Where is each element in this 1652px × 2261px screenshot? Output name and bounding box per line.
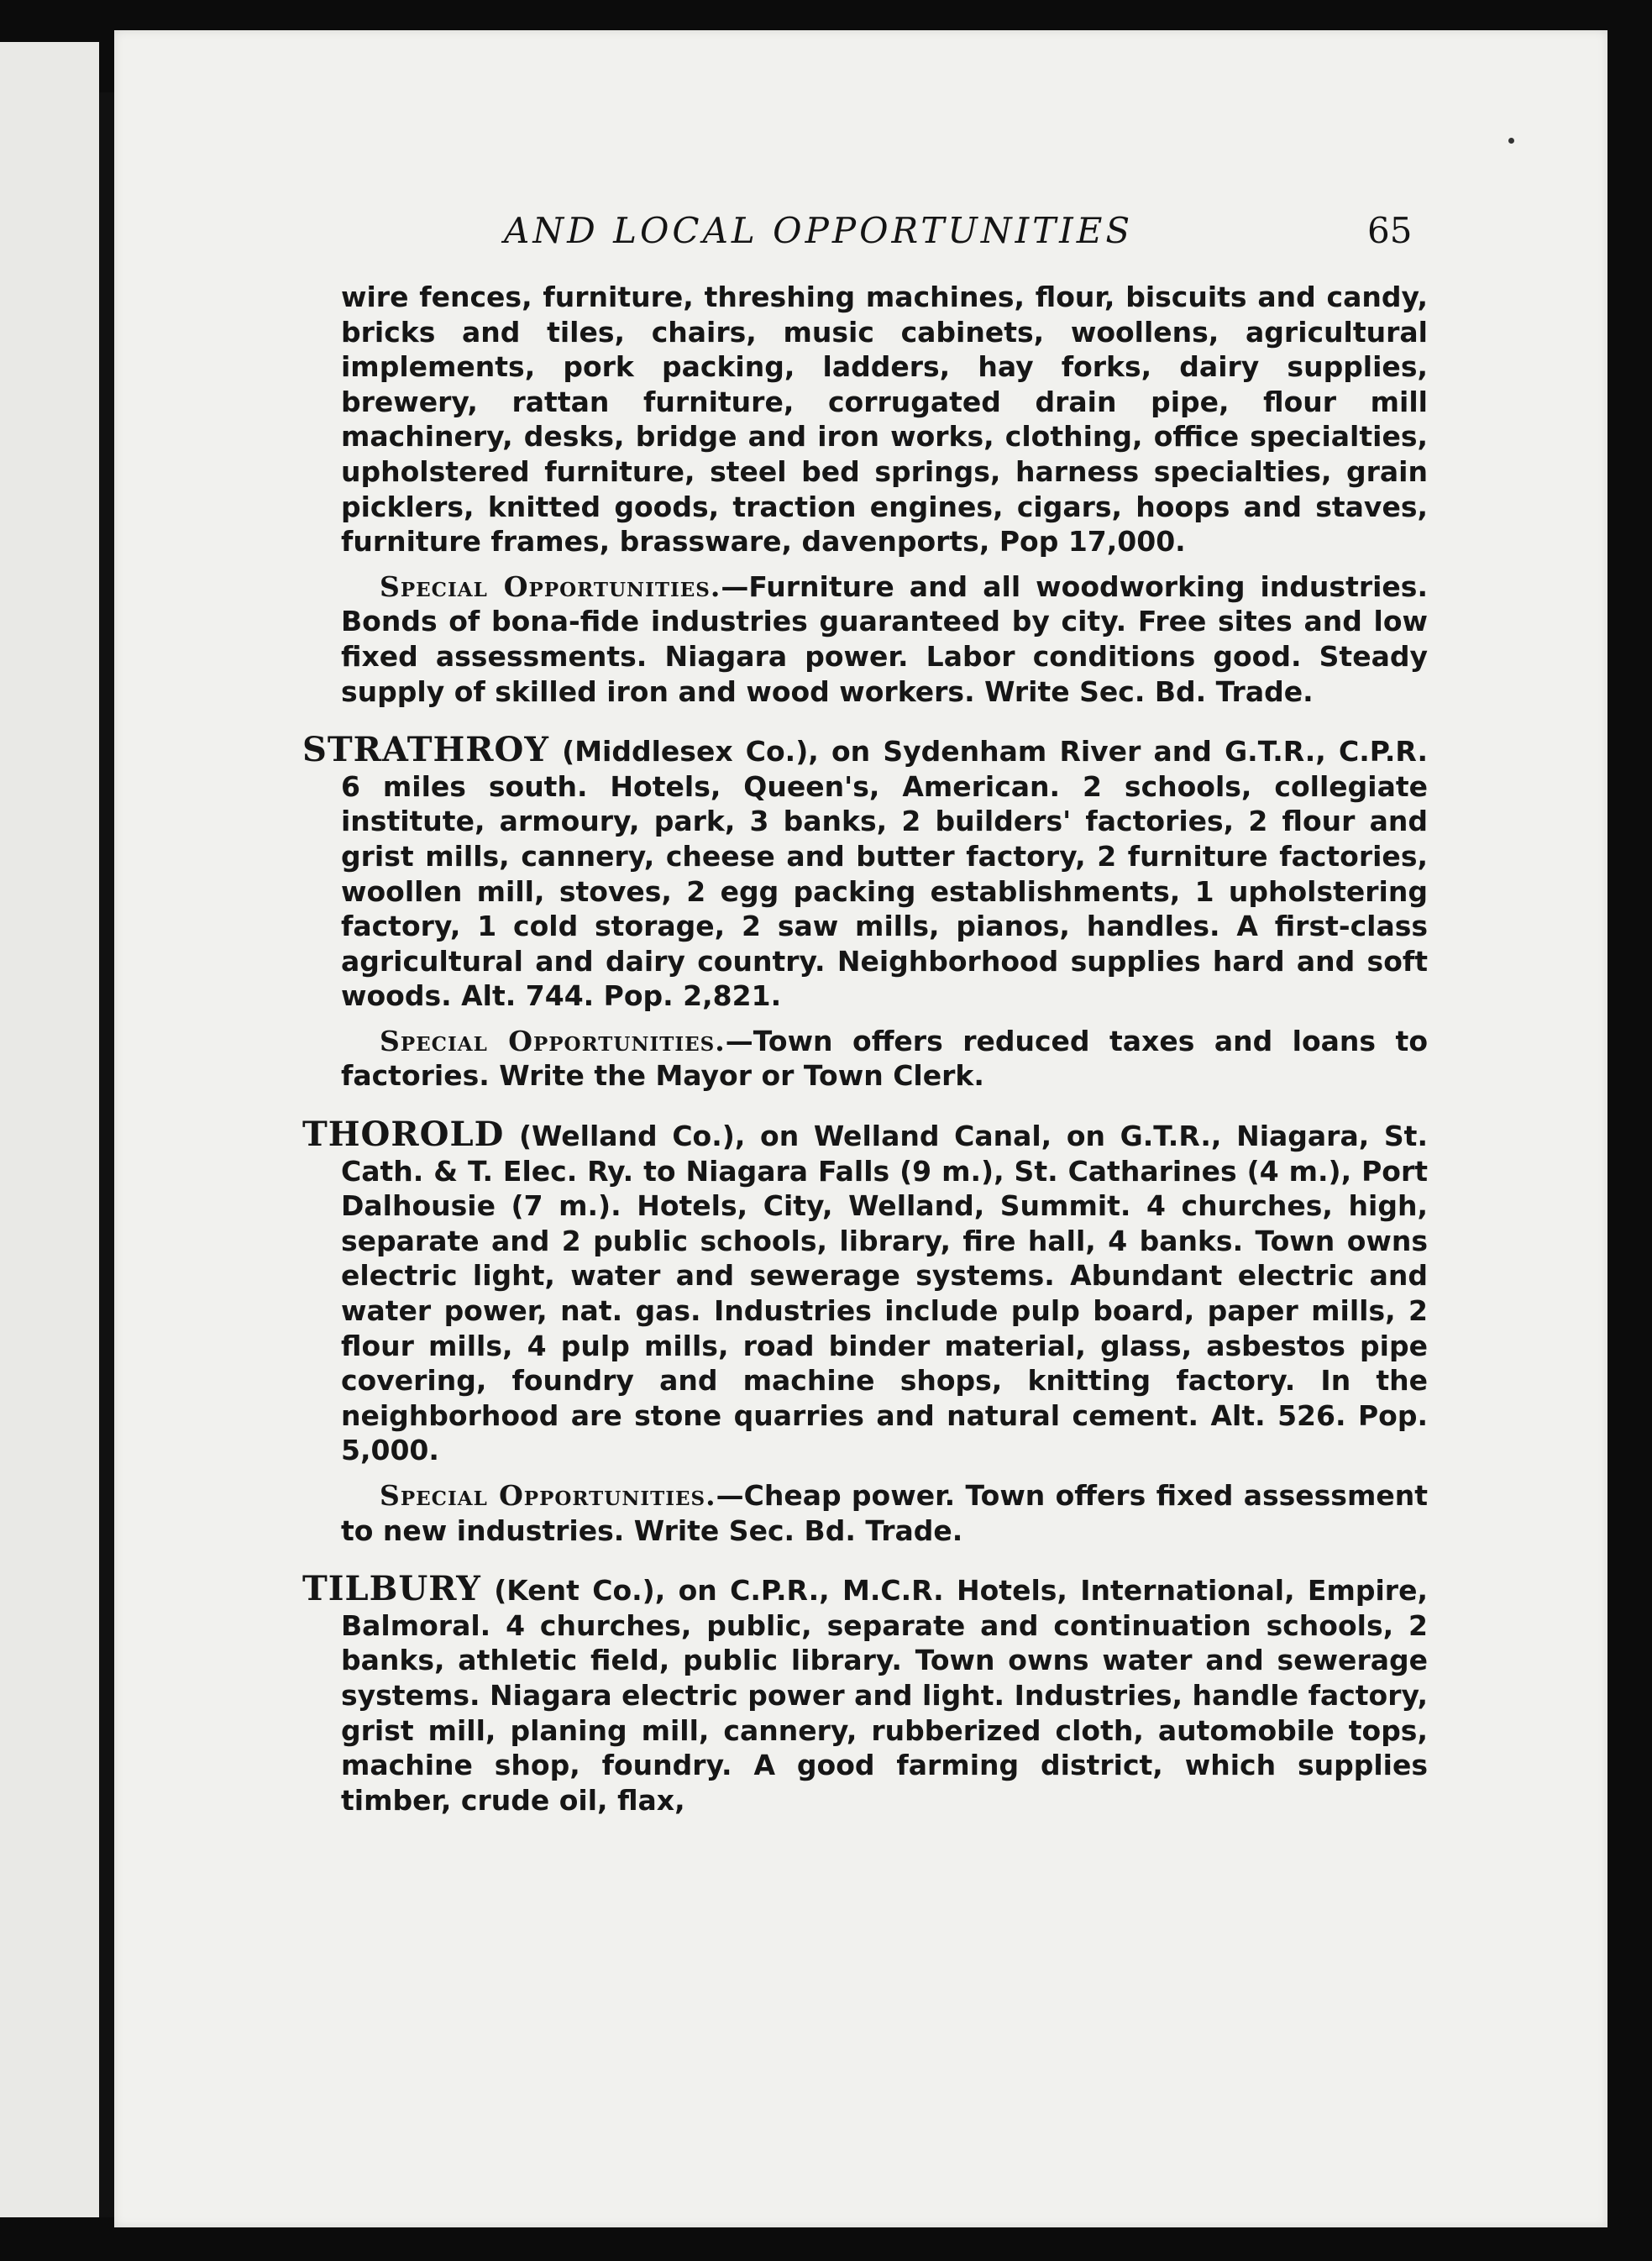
entry-description: (Kent Co.), on C.P.R., M.C.R. Hotels, International, Empire, Balmoral. 4 churches, public, separate and continuation schools, 2 banks, athletic field, public library. Town owns water and sewerage systems. Niagara electric power and light. Industries, handle factory, grist mill, planing mill, cannery, rubberized cloth, automobile tops, machine shop, foundry. A good farming district, which supplies timber, crude oil, flax, [341, 1574, 1428, 1817]
left-page-edge [0, 42, 99, 2217]
special-opportunities-text: —Town offers reduced taxes and loans to factories. Write the Mayor or Town Clerk. [341, 1024, 1428, 1093]
entry-name: THOROLD [302, 1115, 505, 1155]
entry-tilbury [302, 1571, 1428, 1818]
entry-strathroy [302, 732, 1428, 1014]
page-number: 65 [1367, 210, 1413, 251]
special-opportunities-text: —Cheap power. Town offers fixed assessment to new industries. Write Sec. Bd. Trade. [341, 1479, 1428, 1547]
special-opportunities-label: Special Opportunities. [380, 569, 721, 603]
ink-speck [1508, 138, 1514, 144]
entry-description: (Middlesex Co.), on Sydenham River and G.T.R., C.P.R. 6 miles south. Hotels, Queen's, American. 2 schools, collegiate institute, armoury, park, 3 banks, 2 builders' factories, 2 flour and grist mills, cannery, cheese and butter factory, 2 furniture factories, woollen mill, stoves, 2 egg packing establishments, 1 upholstering factory, 1 cold storage, 2 saw mills, pianos, handles. A first-class agricultural and dairy country. Neighborhood supplies hard and soft woods. Alt. 744. Pop. 2,821. [341, 735, 1428, 1013]
entry-name: TILBURY [302, 1569, 481, 1609]
special-opportunities-label: Special Opportunities. [380, 1479, 716, 1512]
entry-name: STRATHROY [302, 730, 549, 770]
special-opportunities-paragraph [341, 1024, 1428, 1094]
special-opportunities-text: —Furniture and all woodworking industries. Bonds of bona-fide industries guaranteed by city. Free sites and low fixed assessments. Niagara power. Labor conditions good. Steady supply of skilled iron and wood workers. Write Sec. Bd. Trade. [341, 569, 1428, 708]
entry-thorold [302, 1117, 1428, 1468]
continued-paragraph: wire fences, furniture, threshing machines, flour, biscuits and candy, bricks and tiles, chairs, music cabinets, woollens, agricultural implements, pork packing, ladders, hay forks, dairy supplies, brewery, rattan furniture, corrugated drain pipe, flour mill machinery, desks, bridge and iron works, clothing, office specialties, upholstered furniture, steel bed springs, harness specialties, grain picklers, knitted goods, traction engines, cigars, hoops and staves, furniture frames, brassware, davenports, Pop 17,000. [341, 281, 1428, 559]
special-opportunities-paragraph [341, 569, 1428, 709]
special-opportunities-paragraph [341, 1478, 1428, 1548]
binding-shadow [99, 92, 114, 2217]
special-opportunities-label: Special Opportunities. [380, 1024, 726, 1057]
entry-description: (Welland Co.), on Welland Canal, on G.T.R., Niagara, St. Cath. & T. Elec. Ry. to Niagara Falls (9 m.), St. Catharines (4 m.), Port Dalhousie (7 m.). Hotels, City, Welland, Summit. 4 churches, high, separate and 2 public schools, library, fire hall, 4 banks. Town owns electric light, water and sewerage systems. Abundant electric and water power, nat. gas. Industries include pulp board, paper mills, 2 flour mills, 4 pulp mills, road binder material, glass, asbestos pipe covering, foundry and machine shops, knitting factory. In the neighborhood are stone quarries and natural cement. Alt. 526. Pop. 5,000. [341, 1120, 1428, 1467]
running-head: AND LOCAL OPPORTUNITIES [504, 210, 1134, 251]
directory-text [302, 280, 1428, 1818]
